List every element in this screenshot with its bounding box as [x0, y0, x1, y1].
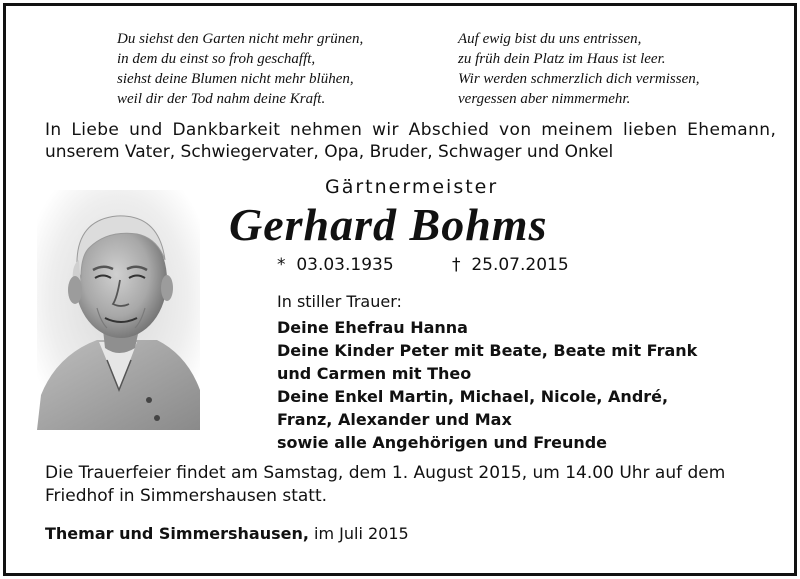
intro-line-1: In Liebe und Dankbarkeit nehmen wir Abschied von meinem lieben Ehemann,: [45, 120, 777, 140]
poem-right-line: Wir werden schmerzlich dich vermissen,: [458, 71, 700, 87]
poem-left-line: siehst deine Blumen nicht mehr blühen,: [117, 71, 354, 87]
poem-right-line: Auf ewig bist du uns entrissen,: [458, 31, 642, 47]
signature-date: im Juli 2015: [308, 524, 409, 543]
signature: [45, 524, 409, 543]
poem-right-line: zu früh dein Platz im Haus ist leer.: [458, 51, 666, 67]
death-date: 25.07.2015: [471, 255, 569, 275]
mourners-heading: In stiller Trauer:: [277, 292, 402, 311]
funeral-line-1: Die Trauerfeier findet am Samstag, dem 1. August 2015, um 14.00 Uhr auf dem: [45, 463, 726, 483]
portrait-photo: [37, 190, 200, 430]
funeral-line-2: Friedhof in Simmershausen statt.: [45, 486, 328, 506]
death-symbol: †: [452, 255, 461, 275]
mourner-line: sowie alle Angehörigen und Freunde: [277, 433, 608, 452]
poem-right-line: vergessen aber nimmermehr.: [458, 91, 631, 107]
poem-left-line: Du siehst den Garten nicht mehr grünen,: [117, 31, 364, 47]
birth-date-row: [277, 255, 394, 275]
birth-date: 03.03.1935: [296, 255, 394, 275]
deceased-title: Gärtnermeister: [325, 176, 499, 198]
mourner-line: Deine Ehefrau Hanna: [277, 318, 468, 337]
deceased-name: Gerhard Bohms: [229, 199, 548, 250]
poem-left-line: weil dir der Tod nahm deine Kraft.: [117, 91, 326, 107]
intro-line-2: unserem Vater, Schwiegervater, Opa, Bruder, Schwager und Onkel: [45, 142, 614, 162]
mourner-line: Deine Enkel Martin, Michael, Nicole, André,: [277, 387, 669, 406]
mourner-line: Franz, Alexander und Max: [277, 410, 512, 429]
birth-symbol: *: [277, 255, 286, 275]
poem-left-line: in dem du einst so froh geschafft,: [117, 51, 316, 67]
death-date-row: [452, 255, 569, 275]
mourner-line: und Carmen mit Theo: [277, 364, 472, 383]
mourner-line: Deine Kinder Peter mit Beate, Beate mit Frank: [277, 341, 698, 360]
signature-place: Themar und Simmershausen,: [45, 524, 309, 543]
